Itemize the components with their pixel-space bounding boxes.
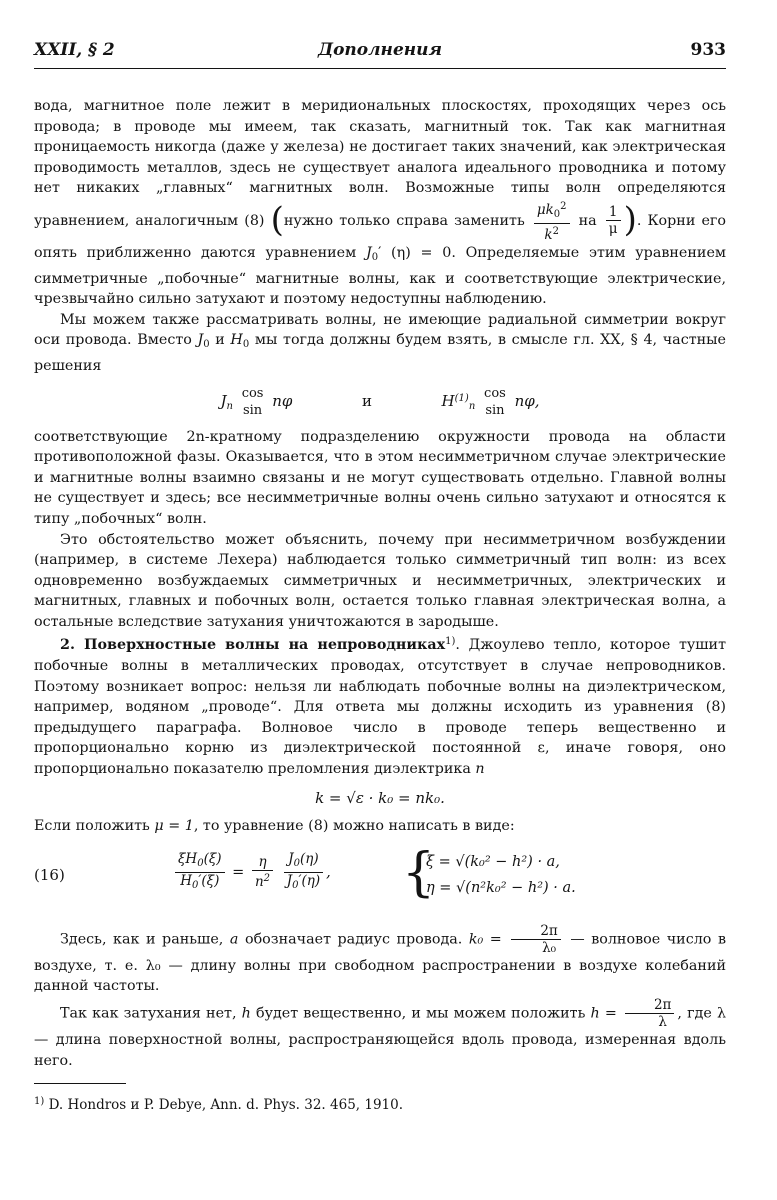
section-heading: 2. Поверхностные волны на непроводниках [60, 637, 446, 654]
equation-16 [34, 842, 726, 911]
footnote-rule [34, 1083, 126, 1084]
fraction-two-pi-over-lambda0: $\frac{2\pi}{\text{λ₀}}$ [511, 923, 560, 956]
equation-16-left: $\frac{\xi H_0(\xi)}{H_0'(\xi)}$ = $\frac{\eta}{n^2}$ $\frac{J_0(\eta)}{J_0'(\eta)}$ , [172, 851, 331, 894]
fraction-two-pi-over-lambda: $\frac{2\pi}{\lambda}$ [625, 997, 674, 1030]
footnote-marker: 1) [34, 1096, 45, 1108]
footnote [34, 1092, 726, 1116]
running-header [34, 40, 726, 66]
paragraph-1: вода, магнитное поле лежит в меридиональных плоскостях, проходящих через ось провода; в проводе мы имеем, так сказать, магнитный ток. Так как магнитная проницаемость никогда (даже у железа) не достигает таких значений, как электрическая проводимость металлов, здесь не существует аналога идеального проводника и потому нет никаких „главных“ магнитных волн. Возможные типы волн определяются уравнением, аналогичным (8) (нужно только справа заменить $\frac{\mu k_0^2}{k^2}$ на $\frac{1}{\mu}$ ). Корни его опять приближенно даются уравнением $J_0'$ (η) = 0. Определяемые этим уравнением симметричные „побочные“ магнитные волны, как и соответствующие электрические, чрезвычайно сильно затухают и поэтому недоступны наблюдению. [34, 98, 727, 308]
header-rule [34, 68, 726, 69]
page [34, 40, 726, 1170]
paragraph-6: Если положить μ = 1, то уравнение (8) можно написать в виде: [34, 818, 515, 835]
equation-number: (16) [34, 865, 65, 884]
paragraph-7: Здесь, как и раньше, a обозначает радиус провода. k₀ = $\frac{2\pi}{\text{λ₀}}$ — волновое число в воздухе, т. е. λ₀ — длину волны при свободном распространении в воздухе колебаний данной частоты. [34, 922, 727, 995]
fraction-one-over-mu: $\frac{1}{\mu}$ [606, 204, 621, 237]
equation-partial-solutions: $J_n$ cos sin nφ и $H^{(1)}_n$ cos sin nφ, [220, 385, 540, 418]
fraction-mu-k0-over-k: $\frac{\mu k_0^2}{k^2}$ [534, 199, 570, 243]
paragraph-3: соответствующие 2n-кратному подразделению окружности провода на области противоположной фазы. Оказывается, что в этом несимметричном случае электрические и магнитные волны взаимно связаны и не могут существовать отдельно. Главной волны не существует и здесь; все несимметричные волны очень сильно затухают и относятся к типу „побочных“ волн. [34, 428, 726, 527]
chapter-section: XXII, § 2 [34, 40, 115, 60]
page-number: 933 [690, 40, 726, 60]
paragraph-2: Мы можем также рассматривать волны, не имеющие радиальной симметрии вокруг оси провода. Вместо $J_0$ и $H_0$ мы тогда должны будем взять, в смысле гл. XX, § 4, частные решения [34, 311, 726, 374]
footnote-text: D. Hondros и P. Debye, Ann. d. Phys. 32. 465, 1910. [48, 1097, 404, 1114]
paragraph-4: Это обстоятельство может объяснить, почему при несимметричном возбуждении (например, в системе Лехера) наблюдается только симметричный тип волн: из всех одновременно возбуждаемых симметричных и несимметричных, электрических и магнитных, главных и побочных волн, остается только главная электрическая волна, а остальные вследствие затухания уничтожаются в зародыше. [34, 531, 726, 630]
paragraph-5: 2. Поверхностные волны на непроводниках$^{1)}$. Джоулево тепло, которое тушит побочные волны в металлических проводах, отсутствует в случае непроводников. Поэтому возникает вопрос: нельзя ли наблюдать побочные волны на диэлектрическом, например, водяном „проводе“. Для ответа мы должны исходить из уравнения (8) предыдущего параграфа. Волновое число в проводе теперь вещественно и пропорционально корню из диэлектрической постоянной ε, иначе говоря, оно пропорционально показателю преломления диэлектрика n [34, 636, 726, 778]
footnote-ref: 1) [445, 636, 456, 648]
equation-wave-number: k = √ε · k₀ = nk₀. [315, 788, 445, 807]
paragraph-8: Так как затухания нет, h будет вещественно, и мы можем положить h = $\frac{2\pi}{\lambda}$ , где λ — длина поверхностной волны, распространяющейся вдоль провода, измеренная вдоль него. [34, 997, 727, 1069]
equation-16-right: { ξ = √(k₀² − h²) · a, η = √(n²k₀² − h²) · a. [402, 842, 576, 903]
running-title: Дополнения [317, 40, 443, 60]
body-text [34, 96, 726, 1116]
